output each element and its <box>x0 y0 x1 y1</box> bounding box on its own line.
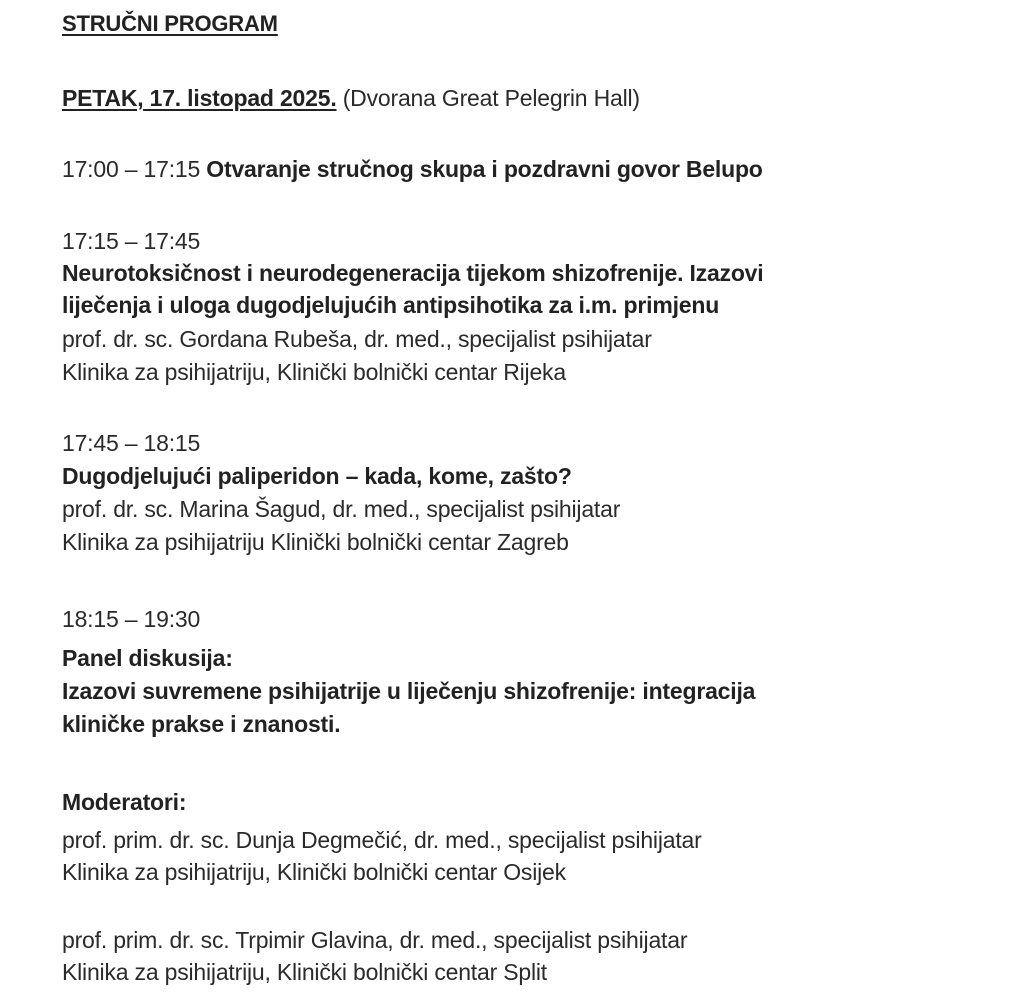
session-time: 18:15 – 19:30 <box>62 606 201 632</box>
session-time: 17:00 – 17:15 <box>62 156 201 182</box>
session-affiliation: Klinika za psihijatriju, Klinički bolnički centar Rijeka <box>62 359 566 385</box>
date-label: PETAK, 17. listopad 2025. <box>62 85 337 111</box>
venue: (Dvorana Great Pelegrin Hall) <box>342 85 640 111</box>
session-speaker: prof. dr. sc. Gordana Rubeša, dr. med., specijalist psihijatar <box>62 326 652 352</box>
moderator-name: prof. prim. dr. sc. Trpimir Glavina, dr. med., specijalist psihijatar <box>62 927 688 953</box>
session-title-line: Neurotoksičnost i neurodegeneracija tijekom shizofrenije. Izazovi <box>62 260 764 286</box>
date-line <box>62 83 640 113</box>
session-opening <box>62 154 763 184</box>
moderator-name: prof. prim. dr. sc. Dunja Degmečić, dr. med., specijalist psihijatar <box>62 827 702 853</box>
moderator-affiliation: Klinika za psihijatriju, Klinički bolnički centar Split <box>62 959 547 985</box>
session-title: Dugodjelujući paliperidon – kada, kome, zašto? <box>62 463 572 489</box>
session-speaker: prof. dr. sc. Marina Šagud, dr. med., specijalist psihijatar <box>62 496 621 522</box>
session-title: Otvaranje stručnog skupa i pozdravni govor Belupo <box>206 156 763 182</box>
session-title-line: liječenja i uloga dugodjelujućih antipsihotika za i.m. primjenu <box>62 292 720 318</box>
document-title: STRUČNI PROGRAM <box>62 11 278 36</box>
panel-label: Panel diskusija: <box>62 645 233 671</box>
session-title-line: kliničke prakse i znanosti. <box>62 711 341 737</box>
moderator-affiliation: Klinika za psihijatriju, Klinički bolnički centar Osijek <box>62 859 566 885</box>
session-affiliation: Klinika za psihijatriju Klinički bolnički centar Zagreb <box>62 529 569 555</box>
session-time: 17:15 – 17:45 <box>62 228 201 254</box>
moderators-heading: Moderatori: <box>62 789 187 815</box>
session-time: 17:45 – 18:15 <box>62 430 201 456</box>
session-title-line: Izazovi suvremene psihijatrije u liječenju shizofrenije: integracija <box>62 678 756 704</box>
